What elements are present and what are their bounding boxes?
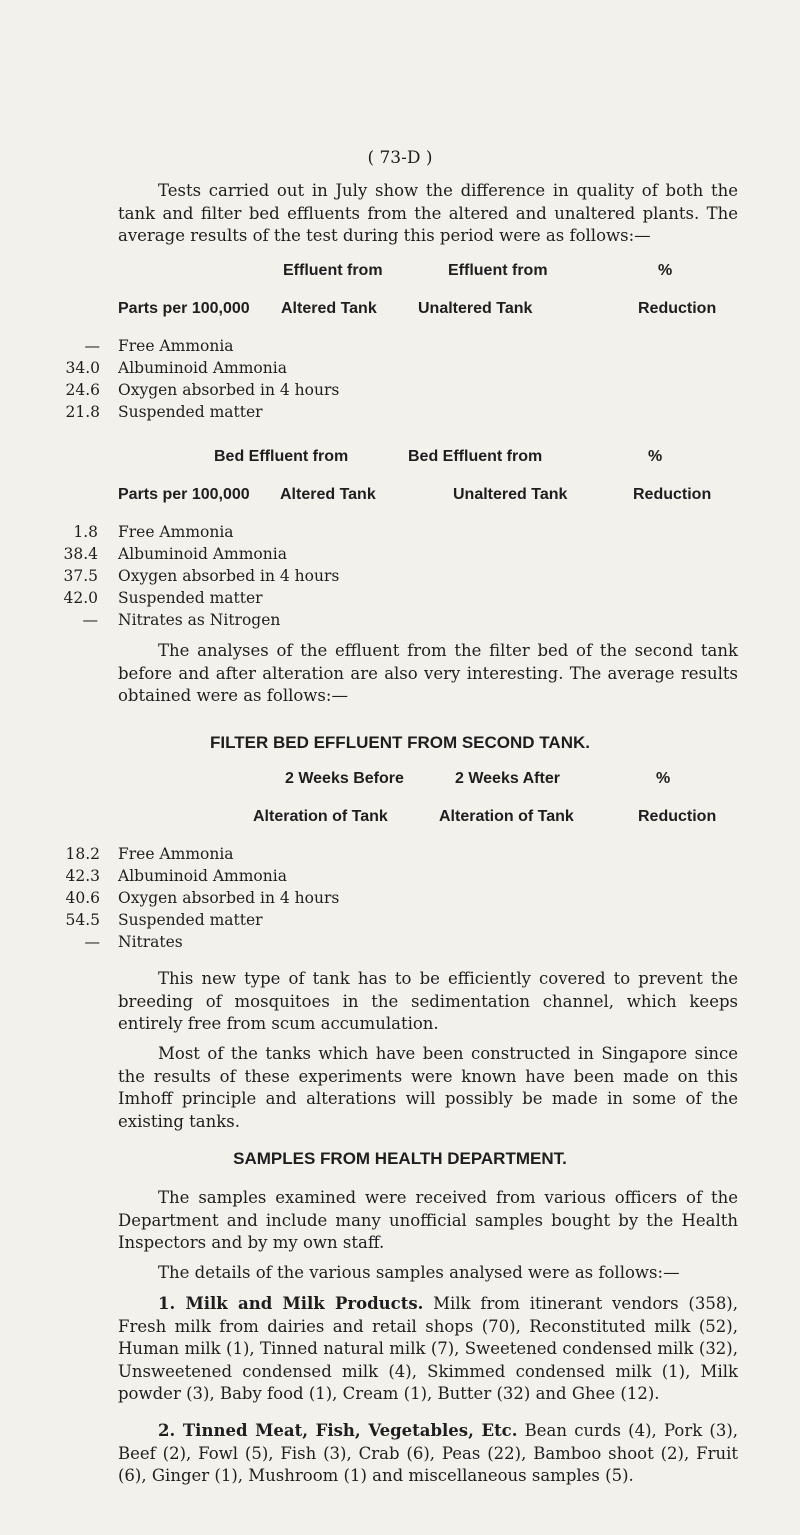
col-header: Alteration of Tank xyxy=(253,808,388,825)
col-header: Effluent from xyxy=(283,262,383,279)
cell-reduction: — xyxy=(84,933,100,951)
col-header: Reduction xyxy=(633,486,712,503)
item-text: Milk from itinerant vendors (358), Fresh milk from dairies and retail shops (70), Reconstituted milk (52), Human milk (1), Tinned natural milk (7), Sweetened condensed milk (32), Unsweetened condensed milk (4), Skimmed condensed milk (1), Milk powder (3), Baby food (1), Cream (1), Butter (32) and Ghee (12). xyxy=(118,1294,738,1403)
col-header: Parts per 100,000 xyxy=(118,300,250,317)
page-number: ( 73-D ) xyxy=(367,148,433,168)
row-label: Free Ammonia xyxy=(118,523,234,541)
row-label: Nitrates as Nitrogen xyxy=(118,611,281,629)
row-label: Suspended matter xyxy=(118,403,263,421)
row-label: Oxygen absorbed in 4 hours xyxy=(118,889,340,907)
col-header: Unaltered Tank xyxy=(453,486,568,503)
item-milk-products xyxy=(118,1293,738,1406)
mosquito-paragraph: This new type of tank has to be efficiently covered to prevent the breeding of mosquitoes in the sedimentation channel, which keeps entirely free from scum accumulation. xyxy=(118,969,738,1033)
filter-bed-heading: FILTER BED EFFLUENT FROM SECOND TANK. xyxy=(210,733,590,752)
details-paragraph: The details of the various samples analysed were as follows:— xyxy=(158,1263,680,1282)
row-label: Free Ammonia xyxy=(118,845,234,863)
cell-reduction: — xyxy=(84,337,100,355)
cell-reduction: 42.0 xyxy=(63,589,98,607)
col-header: % xyxy=(656,770,671,787)
samples-heading: SAMPLES FROM HEALTH DEPARTMENT. xyxy=(233,1149,567,1168)
cell-reduction: 21.8 xyxy=(65,403,100,421)
cell-reduction: 1.8 xyxy=(73,523,98,541)
cell-reduction: 54.5 xyxy=(65,911,100,929)
cell-reduction: — xyxy=(82,611,98,629)
col-header: % xyxy=(648,448,663,465)
col-header: Altered Tank xyxy=(281,300,377,317)
col-header: Unaltered Tank xyxy=(418,300,533,317)
cell-reduction: 42.3 xyxy=(65,867,100,885)
col-header: % xyxy=(658,262,673,279)
col-header: Reduction xyxy=(638,300,717,317)
col-header: Effluent from xyxy=(448,262,548,279)
samples-paragraph: The samples examined were received from various officers of the Department and include many unofficial samples bought by the Health Inspectors and by my own staff. xyxy=(118,1188,738,1252)
col-header: Bed Effluent from xyxy=(214,448,349,465)
item-text: Bean curds (4), Pork (3), Beef (2), Fowl (5), Fish (3), Crab (6), Peas (22), Bamboo shoot (2), Fruit (6), Ginger (1), Mushroom (1) and miscellaneous samples (5). xyxy=(118,1421,739,1485)
row-label: Suspended matter xyxy=(118,911,263,929)
col-header: Altered Tank xyxy=(280,486,376,503)
cell-reduction: 37.5 xyxy=(63,567,98,585)
row-label: Free Ammonia xyxy=(118,337,234,355)
row-label: Oxygen absorbed in 4 hours xyxy=(118,381,340,399)
cell-reduction: 18.2 xyxy=(65,845,100,863)
item-title: 1. Milk and Milk Products. xyxy=(158,1294,424,1313)
item-title: 2. Tinned Meat, Fish, Vegetables, Etc. xyxy=(158,1421,518,1440)
analyses-paragraph: The analyses of the effluent from the filter bed of the second tank before and after alteration are also very interesting. The average results obtained were as follows:— xyxy=(118,641,738,705)
cell-reduction: 40.6 xyxy=(65,889,100,907)
col-header: Parts per 100,000 xyxy=(118,486,250,503)
col-header: Bed Effluent from xyxy=(408,448,543,465)
row-label: Albuminoid Ammonia xyxy=(118,359,287,377)
row-label: Suspended matter xyxy=(118,589,263,607)
tanks-paragraph: Most of the tanks which have been constructed in Singapore since the results of these experiments were known have been made on this Imhoff principle and alterations will possibly be made in some of the existing tanks. xyxy=(118,1044,738,1131)
row-label: Nitrates xyxy=(118,933,183,951)
item-tinned-goods xyxy=(118,1420,738,1488)
row-label: Oxygen absorbed in 4 hours xyxy=(118,567,340,585)
col-header: Alteration of Tank xyxy=(439,808,574,825)
cell-reduction: 34.0 xyxy=(65,359,100,377)
cell-reduction: 38.4 xyxy=(63,545,98,563)
col-header: 2 Weeks After xyxy=(455,770,560,787)
cell-reduction: 24.6 xyxy=(65,381,100,399)
row-label: Albuminoid Ammonia xyxy=(118,867,287,885)
intro-paragraph: Tests carried out in July show the difference in quality of both the tank and filter bed effluents from the altered and unaltered plants. The average results of the test during this period were as follows:— xyxy=(118,181,738,245)
col-header: Reduction xyxy=(638,808,717,825)
col-header: 2 Weeks Before xyxy=(285,770,404,787)
row-label: Albuminoid Ammonia xyxy=(118,545,287,563)
